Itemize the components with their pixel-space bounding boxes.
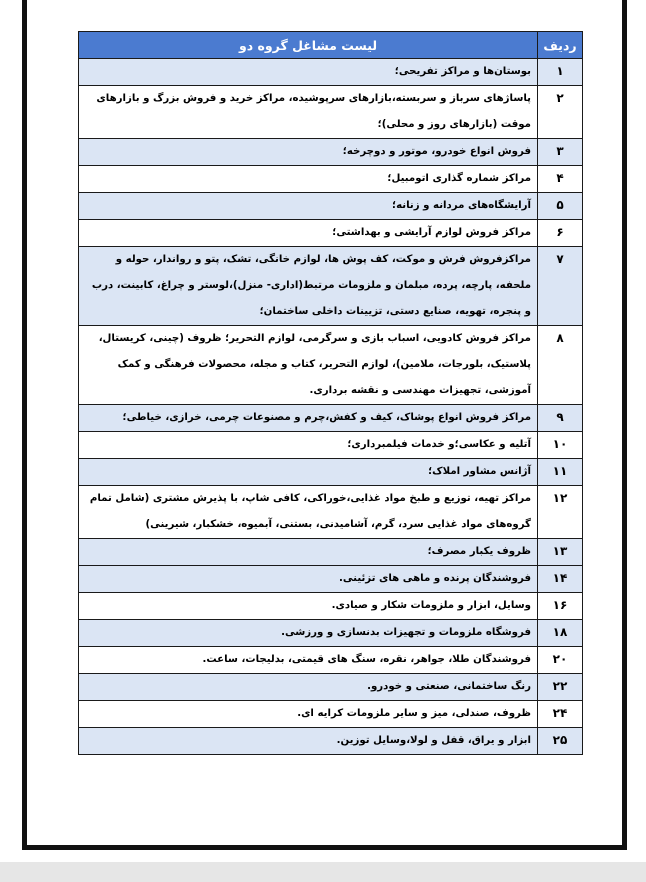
- row-text: مراکز فروش لوازم آرایشی و بهداشتی؛: [79, 220, 538, 247]
- table-row: [79, 647, 583, 674]
- row-text: مراکزفروش فرش و موکت، کف پوش ها، لوازم خانگی، تشک، پتو و رواندار، حوله و ملحفه، پارچه، پرده، مبلمان و ملزومات مرتبط(اداری- منزل)،لوستر و چراغ، کابینت، درب و پنجره، تهویه، صنایع دستی، تزیینات داخلی ساختمان؛: [79, 247, 538, 326]
- row-text: مراکز تهیه، توزیع و طبخ مواد غذایی،خوراکی، کافی شاپ، با پذیرش مشتری (شامل تمام گروه‌های مواد غذایی سرد، گرم، آشامیدنی، بستنی، آبمیوه، خشکبار، شیرینی): [79, 486, 538, 539]
- row-text: ظروف، صندلی، میز و سایر ملزومات کرایه ای.: [79, 701, 538, 728]
- row-number: ۲: [538, 86, 583, 139]
- row-text: مراکز فروش انواع پوشاک، کیف و کفش،چرم و مصنوعات چرمی، خرازی، خیاطی؛: [79, 405, 538, 432]
- row-number: ۶: [538, 220, 583, 247]
- row-number: ۴: [538, 166, 583, 193]
- row-number: ۹: [538, 405, 583, 432]
- table-row: [79, 459, 583, 486]
- table-row: [79, 674, 583, 701]
- table-row: [79, 593, 583, 620]
- table-row: [79, 432, 583, 459]
- header-row-number: ردیف: [538, 32, 583, 59]
- table-row: [79, 59, 583, 86]
- row-number: ۷: [538, 247, 583, 326]
- row-number: ۳: [538, 139, 583, 166]
- page-shadow: [0, 862, 646, 882]
- page-frame-right: [622, 0, 627, 850]
- row-number: ۲۰: [538, 647, 583, 674]
- row-number: ۱۲: [538, 486, 583, 539]
- row-number: ۲۲: [538, 674, 583, 701]
- row-number: ۸: [538, 326, 583, 405]
- row-text: رنگ ساختمانی، صنعتی و خودرو.: [79, 674, 538, 701]
- row-text: پاساژهای سرباز و سربسته،بازارهای سرپوشیده، مراکز خرید و فروش بزرگ و بازارهای موقت (بازارهای روز و محلی)؛: [79, 86, 538, 139]
- row-number: ۱۰: [538, 432, 583, 459]
- table-row: [79, 86, 583, 139]
- page-frame-bottom: [22, 845, 627, 850]
- row-text: آژانس مشاور املاک؛: [79, 459, 538, 486]
- row-text: مراکز فروش کادویی، اسباب بازی و سرگرمی، لوازم التحریر؛ ظروف (چینی، کریستال، پلاستیک، بلورجات، ملامین)، لوازم التحریر، کتاب و مجله، محصولات فرهنگی و کمک آموزشی، تجهیزات مهندسی و نقشه برداری.: [79, 326, 538, 405]
- table-row: [79, 620, 583, 647]
- table-header-row: [79, 32, 583, 59]
- table-row: [79, 566, 583, 593]
- row-text: آرایشگاه‌های مردانه و زنانه؛: [79, 193, 538, 220]
- row-number: ۱: [538, 59, 583, 86]
- table-row: [79, 139, 583, 166]
- row-text: فروشندگان پرنده و ماهی های تزئینی.: [79, 566, 538, 593]
- table-row: [79, 486, 583, 539]
- jobs-table: [78, 31, 583, 755]
- table-row: [79, 166, 583, 193]
- page-frame-left: [22, 0, 27, 850]
- row-number: ۱۱: [538, 459, 583, 486]
- row-text: فروشگاه ملزومات و تجهیزات بدنسازی و ورزشی.: [79, 620, 538, 647]
- table-row: [79, 405, 583, 432]
- row-text: آتلیه و عکاسی؛و خدمات فیلمبرداری؛: [79, 432, 538, 459]
- table-row: [79, 701, 583, 728]
- table-body: [79, 59, 583, 755]
- row-text: مراکز شماره گذاری اتومبیل؛: [79, 166, 538, 193]
- row-text: وسایل، ابزار و ملزومات شکار و صیادی.: [79, 593, 538, 620]
- row-text: ابزار و یراق، قفل و لولا،وسایل توزین.: [79, 728, 538, 755]
- table-row: [79, 220, 583, 247]
- table-row: [79, 728, 583, 755]
- row-text: فروش انواع خودرو، موتور و دوچرخه؛: [79, 139, 538, 166]
- row-number: ۲۵: [538, 728, 583, 755]
- jobs-table-container: [78, 31, 583, 755]
- row-text: فروشندگان طلا، جواهر، نقره، سنگ های قیمتی، بدلیجات، ساعت.: [79, 647, 538, 674]
- table-row: [79, 539, 583, 566]
- table-row: [79, 247, 583, 326]
- row-number: ۱۶: [538, 593, 583, 620]
- row-number: ۱۳: [538, 539, 583, 566]
- table-row: [79, 326, 583, 405]
- row-number: ۱۸: [538, 620, 583, 647]
- row-number: ۵: [538, 193, 583, 220]
- row-text: ظروف یکبار مصرف؛: [79, 539, 538, 566]
- row-number: ۲۴: [538, 701, 583, 728]
- row-text: بوستان‌ها و مراکز تفریحی؛: [79, 59, 538, 86]
- row-number: ۱۴: [538, 566, 583, 593]
- table-row: [79, 193, 583, 220]
- header-title: لیست مشاغل گروه دو: [79, 32, 538, 59]
